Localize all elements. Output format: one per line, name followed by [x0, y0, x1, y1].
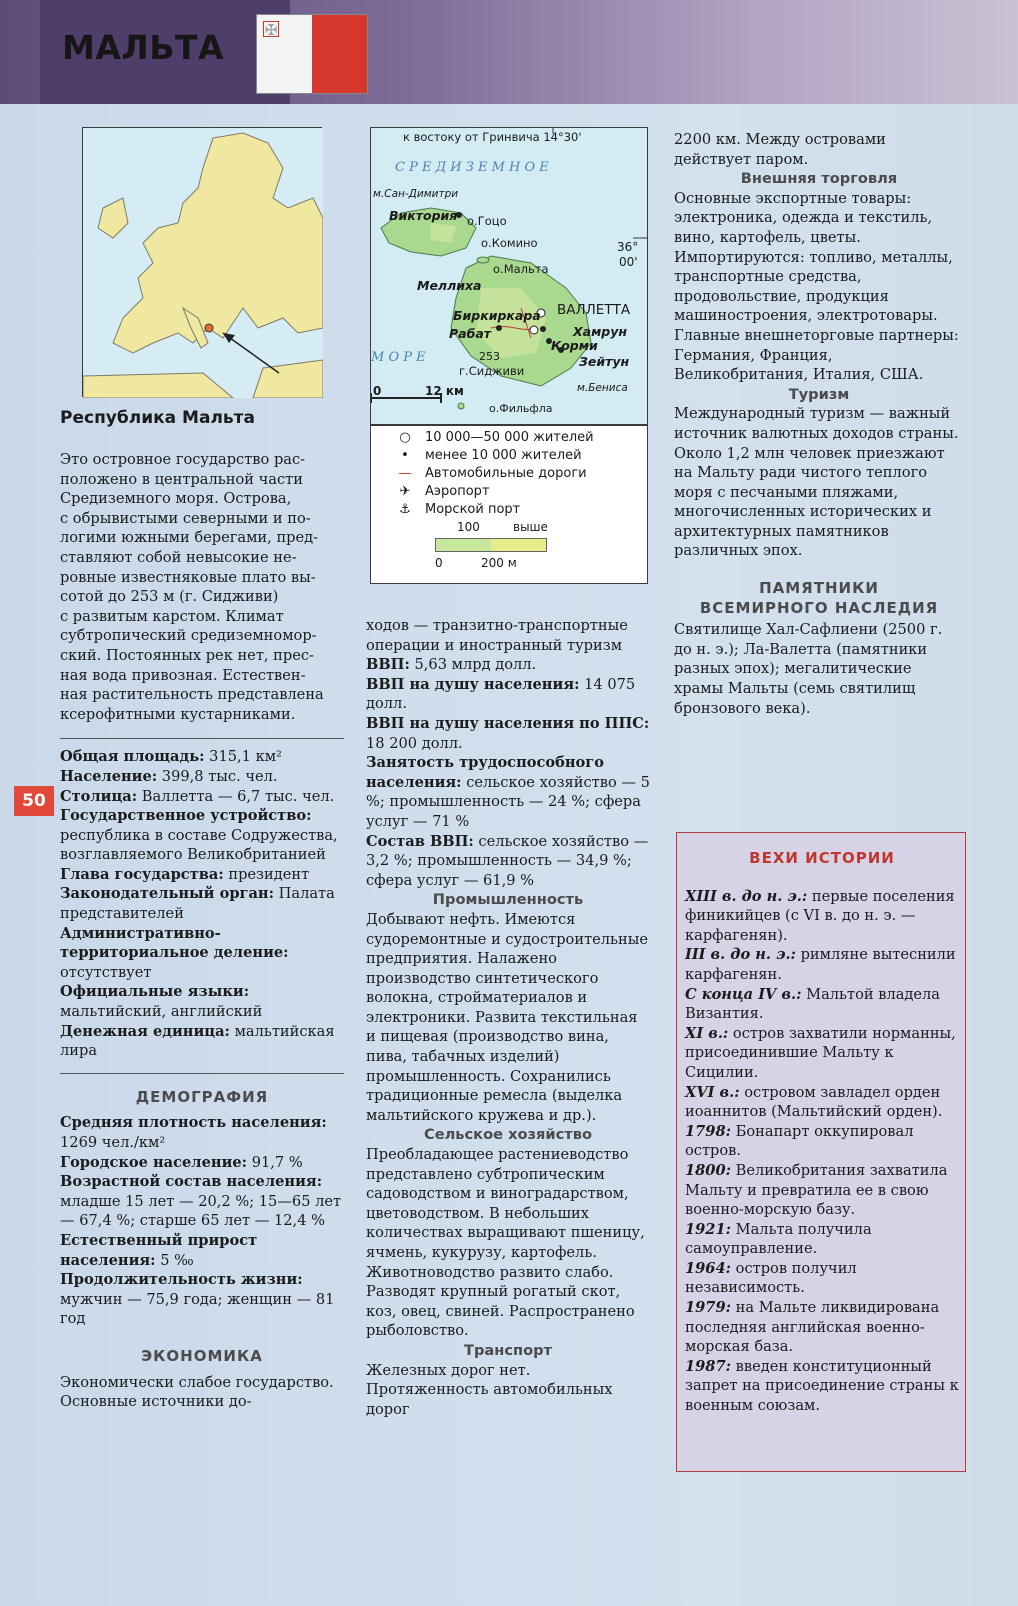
transport-continued: 2200 км. Между островами действует паром.: [674, 131, 886, 168]
history-item: 1987: введен конституционный запрет на присоединение страны к военным союзам.: [685, 1357, 959, 1415]
fact-item: Законодательный орган: Палата представителей: [60, 885, 335, 923]
history-item: 1798: Бонапарт оккупировал остров.: [685, 1122, 914, 1160]
legend-label: менее 10 000 жителей: [425, 448, 582, 463]
fact-item: Денежная единица: мальтийская лира: [60, 1022, 335, 1060]
demography-item: Продолжительность жизни: мужчин — 75,9 года; женщин — 81 год: [60, 1271, 335, 1328]
economy-fact: Состав ВВП: сельское хозяйство — 3,2 %; промышленность — 34,9 %; сфера услуг — 61,9 %: [366, 832, 649, 889]
fact-item: Общая площадь: 315,1 км²: [60, 748, 282, 766]
legend-label: Морской порт: [425, 502, 521, 517]
history-item: 1964: остров получил независимость.: [685, 1259, 857, 1297]
scale-zero: 0: [373, 384, 382, 398]
height-0: 0: [435, 556, 443, 570]
legend-label: Аэропорт: [425, 484, 490, 499]
fact-item: Население: 399,8 тыс. чел.: [60, 767, 278, 785]
place-victoria: Виктория: [389, 208, 458, 223]
economy-fact: ВВП: 5,63 млрд долл.: [366, 656, 537, 674]
height-200: 200 м: [481, 556, 517, 570]
fact-item: Столица: Валлетта — 6,7 тыс. чел.: [60, 787, 335, 805]
place-filfla: о.Фильфла: [489, 402, 553, 415]
demography-item: Городское население: 91,7 %: [60, 1153, 303, 1171]
meridian-label: к востоку от Гринвича 14°30': [403, 130, 582, 144]
place-mellieha: Меллиха: [417, 278, 482, 293]
header-band: [0, 0, 1018, 104]
history-item: XI в.: остров захватили норманны, присоединившие Мальту к Сицилии.: [685, 1024, 956, 1081]
intro-line: ксерофитными кустарниками.: [60, 705, 296, 723]
map-legend: [370, 425, 648, 584]
intro-line: сотой до 253 м (г. Сидживи): [60, 588, 279, 606]
road-line-icon: —: [398, 466, 412, 481]
legend-label: 10 000—50 000 жителей: [425, 430, 594, 445]
intro-line: положено в центральной части: [60, 470, 303, 488]
demography-item: Средняя плотность населения: 1269 чел./км²: [60, 1114, 327, 1151]
place-malta-island: о.Мальта: [493, 262, 549, 276]
airport-icon: ✈: [399, 484, 411, 499]
economy-fact: ВВП на душу населения по ППС: 18 200 долл.: [366, 714, 650, 752]
column-3: [674, 130, 964, 718]
subheading-trade: Внешняя торговля: [740, 170, 898, 188]
section-heading-demography: ДЕМОГРАФИЯ: [135, 1087, 269, 1106]
economy-fact: Занятость трудоспособного населения: сельское хозяйство — 5 %; промышленность — 24 %; сфера услуг — 71 %: [366, 754, 650, 830]
section-heading-economy: ЭКОНОМИКА: [141, 1346, 263, 1365]
place-zejtun: Зейтун: [579, 354, 630, 369]
section-heading-heritage-1: ПАМЯТНИКИ: [759, 579, 879, 598]
history-box: [676, 832, 966, 1472]
sea-label-top: С Р Е Д И З Е М Н О Е: [395, 160, 549, 175]
history-item: XIII в. до н. э.: первые поселения финикийцев (с VI в. до н. э. — карфагенян).: [685, 887, 955, 944]
place-birkirkara: Биркиркара: [453, 308, 541, 323]
place-siggiewi: г.Сидживи: [459, 364, 525, 378]
economy-continued: ходов — транзитно-транспортные операции и иностранный туризм: [366, 617, 628, 654]
legend-row: [385, 448, 582, 463]
height-above: выше: [513, 520, 548, 534]
height-100: 100: [457, 520, 480, 534]
intro-line: с обрывистыми северными и по-: [60, 509, 311, 527]
malta-flag: [256, 14, 368, 94]
demography-item: Естественный прирост населения: 5 ‰: [60, 1231, 258, 1269]
divider: [60, 1073, 344, 1074]
place-gozo: о.Гоцо: [467, 214, 507, 228]
divider: [60, 738, 344, 739]
flag-red-half: [312, 15, 367, 93]
place-comino: о.Комино: [481, 236, 538, 250]
parallel-min: 00': [619, 255, 638, 269]
subheading-industry: Промышленность: [432, 891, 584, 909]
place-hamrun: Хамрун: [573, 324, 628, 339]
circle-open-icon: ○: [399, 430, 411, 445]
dot-icon: •: [401, 448, 409, 463]
subheading-agriculture: Сельское хозяйство: [424, 1126, 592, 1144]
place-peak-height: 253: [479, 350, 500, 363]
subheading-transport: Транспорт: [464, 1341, 552, 1359]
legend-label: Автомобильные дороги: [425, 466, 587, 481]
republic-name: Республика Мальта: [60, 408, 255, 428]
anchor-icon: ⚓: [399, 502, 411, 517]
history-item: 1921: Мальта получила самоуправление.: [685, 1220, 872, 1258]
intro-line: ная растительность представлена: [60, 686, 324, 704]
intro-line: ский. Постоянных рек нет, прес-: [60, 646, 314, 664]
fact-item: Глава государства: президент: [60, 865, 310, 883]
intro-line: ставляют собой невысокие не-: [60, 548, 297, 566]
history-item: 1800: Великобритания захватила Мальту и превратила ее в свою военно-морскую базу.: [685, 1161, 948, 1219]
intro-line: Средиземного моря. Острова,: [60, 490, 292, 508]
intro-line: логими южными берегами, пред-: [60, 529, 319, 547]
history-item: III в. до н. э.: римляне вытеснили карфагенян.: [685, 946, 956, 983]
sea-label-bottom: М О Р Е: [371, 350, 426, 365]
fact-item: Официальные языки: мальтийский, английский: [60, 983, 263, 1021]
height-scale-bar: [435, 538, 547, 552]
history-item: С конца IV в.: Мальтой владела Византия.: [685, 985, 941, 1023]
economy-text: Экономически слабое государство. Основные источники до-: [60, 1373, 334, 1411]
agriculture-text: Преобладающее растениеводство представлено субтропическим садоводством и виноградарством, цветоводством. В небольших количествах выращивают пшеницу, ячмень, кукурузу, картофель. Животноводство развито слабо. Разводят крупный рогатый скот, коз, овец, свиней. Распространено рыболовство.: [366, 1146, 645, 1340]
economy-fact: ВВП на душу населения: 14 075 долл.: [366, 675, 636, 713]
legend-row: [385, 430, 594, 445]
intro-line: с развитым карстом. Климат: [60, 607, 284, 625]
column-1: [60, 450, 344, 1412]
page-number: 50: [14, 786, 54, 816]
place-benissa: м.Бениса: [577, 382, 628, 394]
column-2: [366, 616, 650, 1419]
demography-item: Возрастной состав населения: младше 15 лет — 20,2 %; 15—65 лет — 67,4 %; старше 65 лет — 12,4 %: [60, 1173, 342, 1230]
legend-row: [385, 484, 490, 499]
subheading-tourism: Туризм: [788, 385, 850, 403]
intro-line: Это островное государство рас-: [60, 451, 306, 468]
trade-text: Основные экспортные товары: электроника, одежда и текстиль, вино, картофель, цветы. Импортируются: топливо, металлы, транспортные средства, продовольствие, продукция машиностроения, электротовары. Главные внешнеторговые партнеры: Германия, Франция, Великобритания, Италия, США.: [674, 189, 959, 384]
scale-label: 12 км: [425, 384, 464, 398]
intro-line: ная вода привозная. Естествен-: [60, 666, 306, 684]
place-kormi: Корми: [551, 338, 598, 353]
europe-map-graphic: [83, 128, 323, 398]
legend-row: [385, 466, 587, 481]
industry-text: Добывают нефть. Имеются судоремонтные и судостроительные предприятия. Налажено производство синтетического волокна, стройматериалов и электроники. Развита текстильная и пищевая (производство вина, пива, табачных изделий) промышленность. Сохранились традиционные ремесла (выделка мальтийского кружева и др.).: [366, 910, 648, 1124]
tourism-text: Международный туризм — важный источник валютных доходов страны. Около 1,2 млн человек приезжают на Мальту ради чистого теплого моря с песчаными пляжами, многочисленных исторических и архитектурных памятников различных эпох.: [674, 405, 959, 560]
transport-text: Железных дорог нет. Протяженность автомобильных дорог: [366, 1361, 613, 1418]
history-item: 1979: на Мальте ликвидирована последняя английская военно-морская база.: [685, 1299, 940, 1356]
place-rabat: Рабат: [449, 326, 492, 341]
section-heading-heritage-2: ВСЕМИРНОГО НАСЛЕДИЯ: [699, 598, 939, 617]
place-san-dimitri: м.Сан-Димитри: [373, 188, 459, 200]
history-title: ВЕХИ ИСТОРИИ: [749, 849, 895, 867]
history-item: XVI в.: островом завладел орден иоаннитов (Мальтийский орден).: [685, 1083, 943, 1121]
george-cross-icon: ✠: [264, 21, 278, 39]
intro-line: ровные известняковые плато вы-: [60, 568, 316, 586]
intro-line: субтропический средиземномор-: [60, 627, 317, 645]
europe-locator-map: [82, 127, 322, 397]
fact-item: Государственное устройство: республика в составе Содружества, возглавляемого Великобританией: [60, 807, 338, 864]
fact-item: Административно-территориальное деление: отсутствует: [60, 924, 289, 981]
place-valletta: ВАЛЛЕТТА: [557, 302, 631, 318]
flag-white-half: [257, 15, 312, 93]
heritage-text: Святилище Хал-Сафлиени (2500 г. до н. э.); Ла-Валетта (памятники разных эпох); мегалитические храмы Мальты (семь святилищ бронзового века).: [674, 621, 943, 717]
parallel-deg: 36°: [617, 240, 639, 254]
legend-row: [385, 502, 520, 517]
page-title: МАЛЬТА: [62, 28, 224, 67]
malta-map: [370, 127, 648, 425]
